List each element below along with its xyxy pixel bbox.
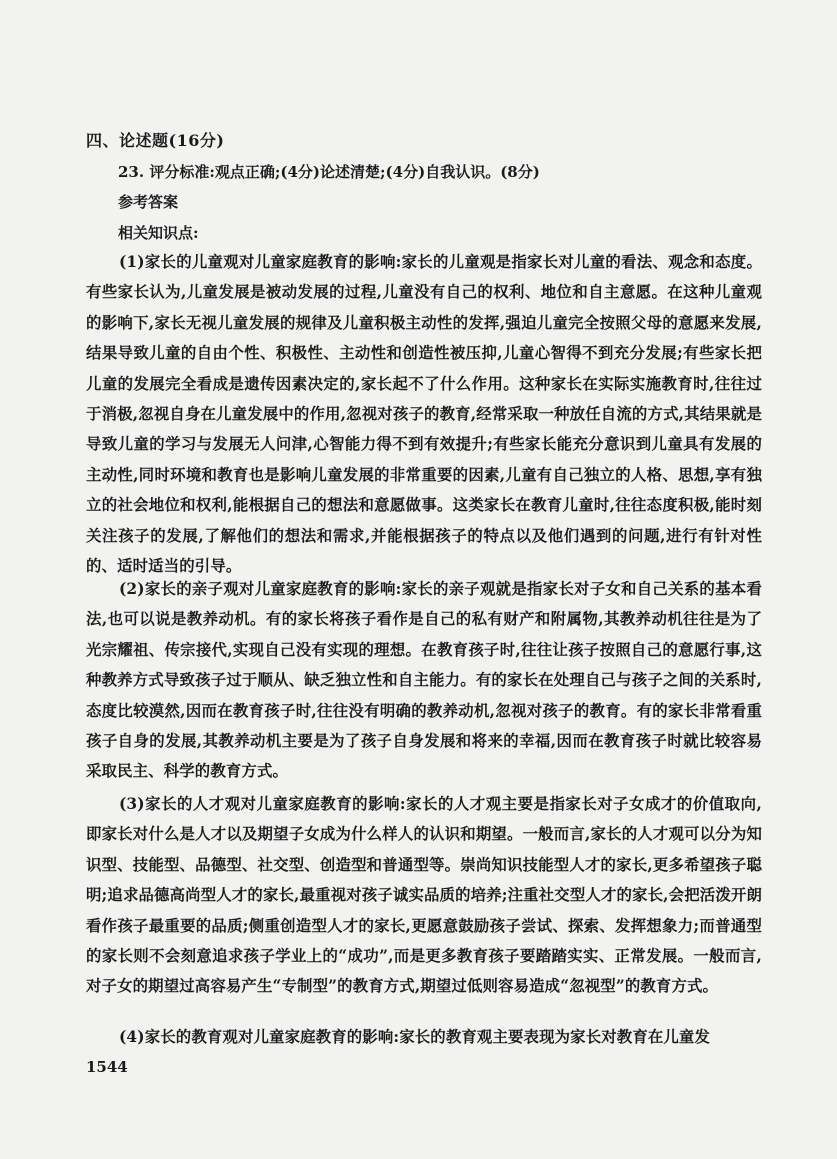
paragraph-talent-view: (3)家长的人才观对儿童家庭教育的影响:家长的人才观主要是指家长对子女成才的价值取向,即家长对什么是人才以及期望子女成为什么样人的认识和期望。一般而言,家长的人才观可以分为知识型、技能型、品德型、社交型、创造型和普通型等。崇尚知识技能型人才的家长,更多希望孩子聪明;追求品德高尚型人才的家长,最重视对孩子诚实品质的培养;注重社交型人才的家长,会把活泼开朗看作孩子最重要的品质;侧重创造型人才的家长,更愿意鼓励孩子尝试、探索、发挥想象力;而普通型的家长则不会刻意追求孩子学业上的“成功”,而是更多教育孩子要踏踏实实、正常发展。一般而言,对子女的期望过高容易产生“专制型”的教育方式,期望过低则容易造成“忽视型”的教育方式。 bbox=[86, 795, 762, 996]
scoring-criteria: 23. 评分标准:观点正确;(4分)论述清楚;(4分)自我认识。(8分) bbox=[118, 163, 540, 181]
paragraph-child-view: (1)家长的儿童观对儿童家庭教育的影响:家长的儿童观是指家长对儿童的看法、观念和态度。有些家长认为,儿童发展是被动发展的过程,儿童没有自己的权利、地位和自主意愿。在这种儿童观的影响下,家长无视儿童发展的规律及儿童积极主动性的发挥,强迫儿童完全按照父母的意愿来发展,结果导致儿童的自由个性、积极性、主动性和创造性被压抑,儿童心智得不到充分发展;有些家长把儿童的发展完全看成是遗传因素决定的,家长起不了什么作用。这种家长在实际实施教育时,往往过于消极,忽视自身在儿童发展中的作用,忽视对孩子的教育,经常采取一种放任自流的方式,其结果就是导致儿童的学习与发展无人问津,心智能力得不到有效提升;有些家长能充分意识到儿童具有发展的主动性,同时环境和教育也是影响儿童发展的非常重要的因素,儿童有自己独立的人格、思想,享有独立的社会地位和权利,能根据自己的想法和意愿做事。这类家长在教育儿童时,往往态度积极,能时刻关注孩子的发展,了解他们的想法和需求,并能根据孩子的特点以及他们遇到的问题,进行有针对性的、适时适当的引导。 bbox=[86, 253, 762, 576]
page-number: 1544 bbox=[86, 1058, 128, 1076]
knowledge-label: 相关知识点: bbox=[118, 224, 199, 242]
paragraph-education-view: (4)家长的教育观对儿童家庭教育的影响:家长的教育观主要表现为家长对教育在儿童发 bbox=[119, 1028, 711, 1046]
section-heading: 四、论述题(16分) bbox=[86, 131, 225, 150]
paragraph-parent-child-view: (2)家长的亲子观对儿童家庭教育的影响:家长的亲子观就是指家长对子女和自己关系的基本看法,也可以说是教养动机。有的家长将孩子看作是自己的私有财产和附属物,其教养动机往往是为了光宗耀祖、传宗接代,实现自己没有实现的理想。在教育孩子时,往往让孩子按照自己的意愿行事,这种教养方式导致孩子过于顺从、缺乏独立性和自主能力。有的家长在处理自己与孩子之间的关系时,态度比较漠然,因而在教育孩子时,往往没有明确的教养动机,忽视对孩子的教育。有的家长非常看重孩子自身的发展,其教养动机主要是为了孩子自身发展和将来的幸福,因而在教育孩子时就比较容易采取民主、科学的教育方式。 bbox=[86, 580, 762, 781]
answer-label: 参考答案 bbox=[118, 193, 179, 211]
